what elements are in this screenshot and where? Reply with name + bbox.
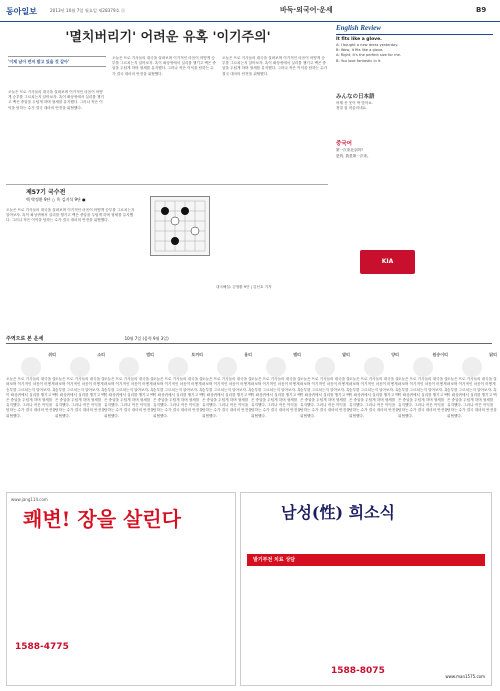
go-board [150,196,210,256]
rat-icon [21,357,41,377]
dateline: 2013년 10월 7일 월요일 제28379호 ⓢ [50,8,126,13]
article-subtitle-box [8,56,106,67]
fortune-sign [202,352,252,482]
fortune-header [6,336,492,344]
article-subtitle: '이제 남이 먼저 밥고 있을 것 같아' [8,59,70,64]
sign-name: 쥐띠 [48,352,56,357]
fortune-sign [153,352,203,482]
fortune-date: 10월 7일 (음력 9월 3일) [124,336,169,341]
sign-text: 오늘은 프로 기사들의 대국을 살펴보며 이기적인 마음이 어떻게 승부를 그르치는지 알아보자. 흑이 좌상귀에서 실리를 챙기고 백은 중앙을 두텁게 하며 형세를 유지했다. 그러나 작은 이익을 탐하는 수가 결국 대마의 안전을 위협했다. [202,377,252,418]
sign-text: 오늘은 프로 기사들의 대국을 살펴보며 이기적인 마음이 어떻게 승부를 그르치는지 알아보자. 흑이 좌상귀에서 실리를 챙기고 백은 중앙을 두텁게 하며 형세를 유지했다. 그러나 작은 이익을 탐하는 수가 결국 대마의 안전을 위협했다. [251,377,301,418]
tiger-icon [119,357,139,377]
kia-logo: KIA [360,250,415,274]
go-players: 백 박정환 9단 ○ 흑 김지석 9단 ● [26,196,86,202]
sign-name: 토끼띠 [191,352,203,357]
fortune-sign [251,352,301,482]
ad-headline: 남성(性) 희소식 [281,503,395,522]
english-line: A: Right, it's the perfect size for me. [336,53,401,58]
japanese-line: 정말 잘 어울리네요. [336,106,368,111]
go-caption: 대국해설: 김영환 9단 | 김선호 기자 [216,285,272,289]
section-title: 바둑·외국어·운세 [280,6,333,14]
article-col-1: 오늘은 프로 기사들의 대국을 살펴보며 이기적인 마음이 어떻게 승부를 그르치는지 알아보자. 흑이 좌상귀에서 실리를 챙기고 백은 중앙을 두텁게 하며 형세를 유지했다. 그러나 작은 이익을 탐하는 수가 결국 대마의 안전을 위협했다. [8,90,104,110]
page-header [0,0,500,22]
english-line: A: I bought a new dress yesterday. [336,42,398,47]
fortune-sign [6,352,56,482]
sign-text: 오늘은 프로 기사들의 대국을 살펴보며 이기적인 마음이 어떻게 승부를 그르치는지 알아보자. 흑이 좌상귀에서 실리를 챙기고 백은 중앙을 두텁게 하며 형세를 유지했다. 그러나 작은 이익을 탐하는 수가 결국 대마의 안전을 위협했다. [153,377,203,418]
sign-text: 오늘은 프로 기사들의 대국을 살펴보며 이기적인 마음이 어떻게 승부를 그르치는지 알아보자. 흑이 좌상귀에서 실리를 챙기고 백은 중앙을 두텁게 하며 형세를 유지했다. 그러나 작은 이익을 탐하는 수가 결국 대마의 안전을 위협했다. [6,377,56,418]
sign-text: 오늘은 프로 기사들의 대국을 살펴보며 이기적인 마음이 어떻게 승부를 그르치는지 알아보자. 흑이 좌상귀에서 실리를 챙기고 백은 중앙을 두텁게 하며 형세를 유지했다. 그러나 작은 이익을 탐하는 수가 결국 대마의 안전을 위협했다. [104,377,154,418]
fortune-sign [398,352,448,482]
chinese-line: 第一次来北京吗? [336,148,364,153]
fortune-sign [349,352,399,482]
bowel-ad[interactable] [6,492,236,686]
sign-text: 오늘은 프로 기사들의 대국을 살펴보며 이기적인 마음이 어떻게 승부를 그르치는지 알아보자. 흑이 좌상귀에서 실리를 챙기고 백은 중앙을 두텁게 하며 형세를 유지했다. 그러나 작은 이익을 탐하는 수가 결국 대마의 안전을 위협했다. [447,377,497,418]
monkey-icon [413,357,433,377]
sign-text: 오늘은 프로 기사들의 대국을 살펴보며 이기적인 마음이 어떻게 승부를 그르치는지 알아보자. 흑이 좌상귀에서 실리를 챙기고 백은 중앙을 두텁게 하며 형세를 유지했다. 그러나 작은 이익을 탐하는 수가 결국 대마의 안전을 위협했다. [55,377,105,418]
ad-url[interactable]: www.jang114.com [11,497,48,502]
article-col-3: 오늘은 프로 기사들의 대국을 살펴보며 이기적인 마음이 어떻게 승부를 그르치는지 알아보자. 흑이 좌상귀에서 실리를 챙기고 백은 중앙을 두텁게 하며 형세를 유지했다. 그러나 작은 이익을 탐하는 수가 결국 대마의 안전을 위협했다. [222,56,328,76]
go-board-svg [151,197,209,255]
english-line: B: You look fantastic in it. [336,58,382,63]
sign-name: 용띠 [244,352,252,357]
sheep-icon [364,357,384,377]
main-headline: '멸치버리기' 어려운 유혹 '이기주의' [65,30,271,45]
go-title: 제57기 국수전 [26,189,66,196]
chinese-line: 是的, 我是第一次来。 [336,153,371,158]
sign-text: 오늘은 프로 기사들의 대국을 살펴보며 이기적인 마음이 어떻게 승부를 그르치는지 알아보자. 흑이 좌상귀에서 실리를 챙기고 백은 중앙을 두텁게 하며 형세를 유지했다. 그러나 작은 이익을 탐하는 수가 결국 대마의 안전을 위협했다. [398,377,448,418]
fortune-sign [104,352,154,482]
sign-text: 오늘은 프로 기사들의 대국을 살펴보며 이기적인 마음이 어떻게 승부를 그르치는지 알아보자. 흑이 좌상귀에서 실리를 챙기고 백은 중앙을 두텁게 하며 형세를 유지했다. 그러나 작은 이익을 탐하는 수가 결국 대마의 안전을 위협했다. [300,377,350,418]
rooster-icon [462,357,482,377]
fortune-sign [447,352,497,482]
sign-name: 양띠 [391,352,399,357]
sign-name: 범띠 [146,352,154,357]
rabbit-icon [168,357,188,377]
english-line: B: Wow, it fits like a glove. [336,48,384,53]
english-subtitle: It fits like a glove. [336,37,382,43]
ad-phone[interactable]: 1588-4775 [15,642,69,653]
sign-name: 소띠 [97,352,105,357]
chinese-title: 중국어 [336,141,352,148]
page-number: B9 [476,6,487,14]
clinic-ad[interactable] [240,492,492,686]
sign-name: 말띠 [342,352,350,357]
article-col-2: 오늘은 프로 기사들의 대국을 살펴보며 이기적인 마음이 어떻게 승부를 그르치는지 알아보자. 흑이 좌상귀에서 실리를 챙기고 백은 중앙을 두텁게 하며 형세를 유지했다. 그러나 작은 이익을 탐하는 수가 결국 대마의 안전을 위협했다. [112,56,216,76]
ad-banner: 발기부전 치료 상담 [247,554,485,567]
ox-icon [70,357,90,377]
go-commentary: 오늘은 프로 기사들의 대국을 살펴보며 이기적인 마음이 어떻게 승부를 그르치는지 알아보자. 흑이 좌상귀에서 실리를 챙기고 백은 중앙을 두텁게 하며 형세를 유지했다. 그러나 작은 이익을 탐하는 수가 결국 대마의 안전을 위협했다. [6,207,135,223]
japanese-title: みんなの日本語 [336,93,375,100]
sign-name: 닭띠 [489,352,497,357]
fortune-sign [55,352,105,482]
english-title: English Review [336,24,493,35]
sign-name: 원숭이띠 [432,352,448,357]
fortune-sign [300,352,350,482]
sign-name: 뱀띠 [293,352,301,357]
snake-icon [266,357,286,377]
dragon-icon [217,357,237,377]
horse-icon [315,357,335,377]
ad-phone[interactable]: 1588-8075 [331,666,385,677]
japanese-line: 어제 산 옷이 딱 맞아요. [336,100,373,105]
newspaper-logo: 동아일보 [6,6,37,16]
fortune-title: 주역으로 본 운세 [6,336,44,342]
sign-text: 오늘은 프로 기사들의 대국을 살펴보며 이기적인 마음이 어떻게 승부를 그르치는지 알아보자. 흑이 좌상귀에서 실리를 챙기고 백은 중앙을 두텁게 하며 형세를 유지했다. 그러나 작은 이익을 탐하는 수가 결국 대마의 안전을 위협했다. [349,377,399,418]
ad-url[interactable]: www.man1575.com [445,673,485,679]
ad-headline: 쾌변! 장을 살린다 [23,507,181,532]
